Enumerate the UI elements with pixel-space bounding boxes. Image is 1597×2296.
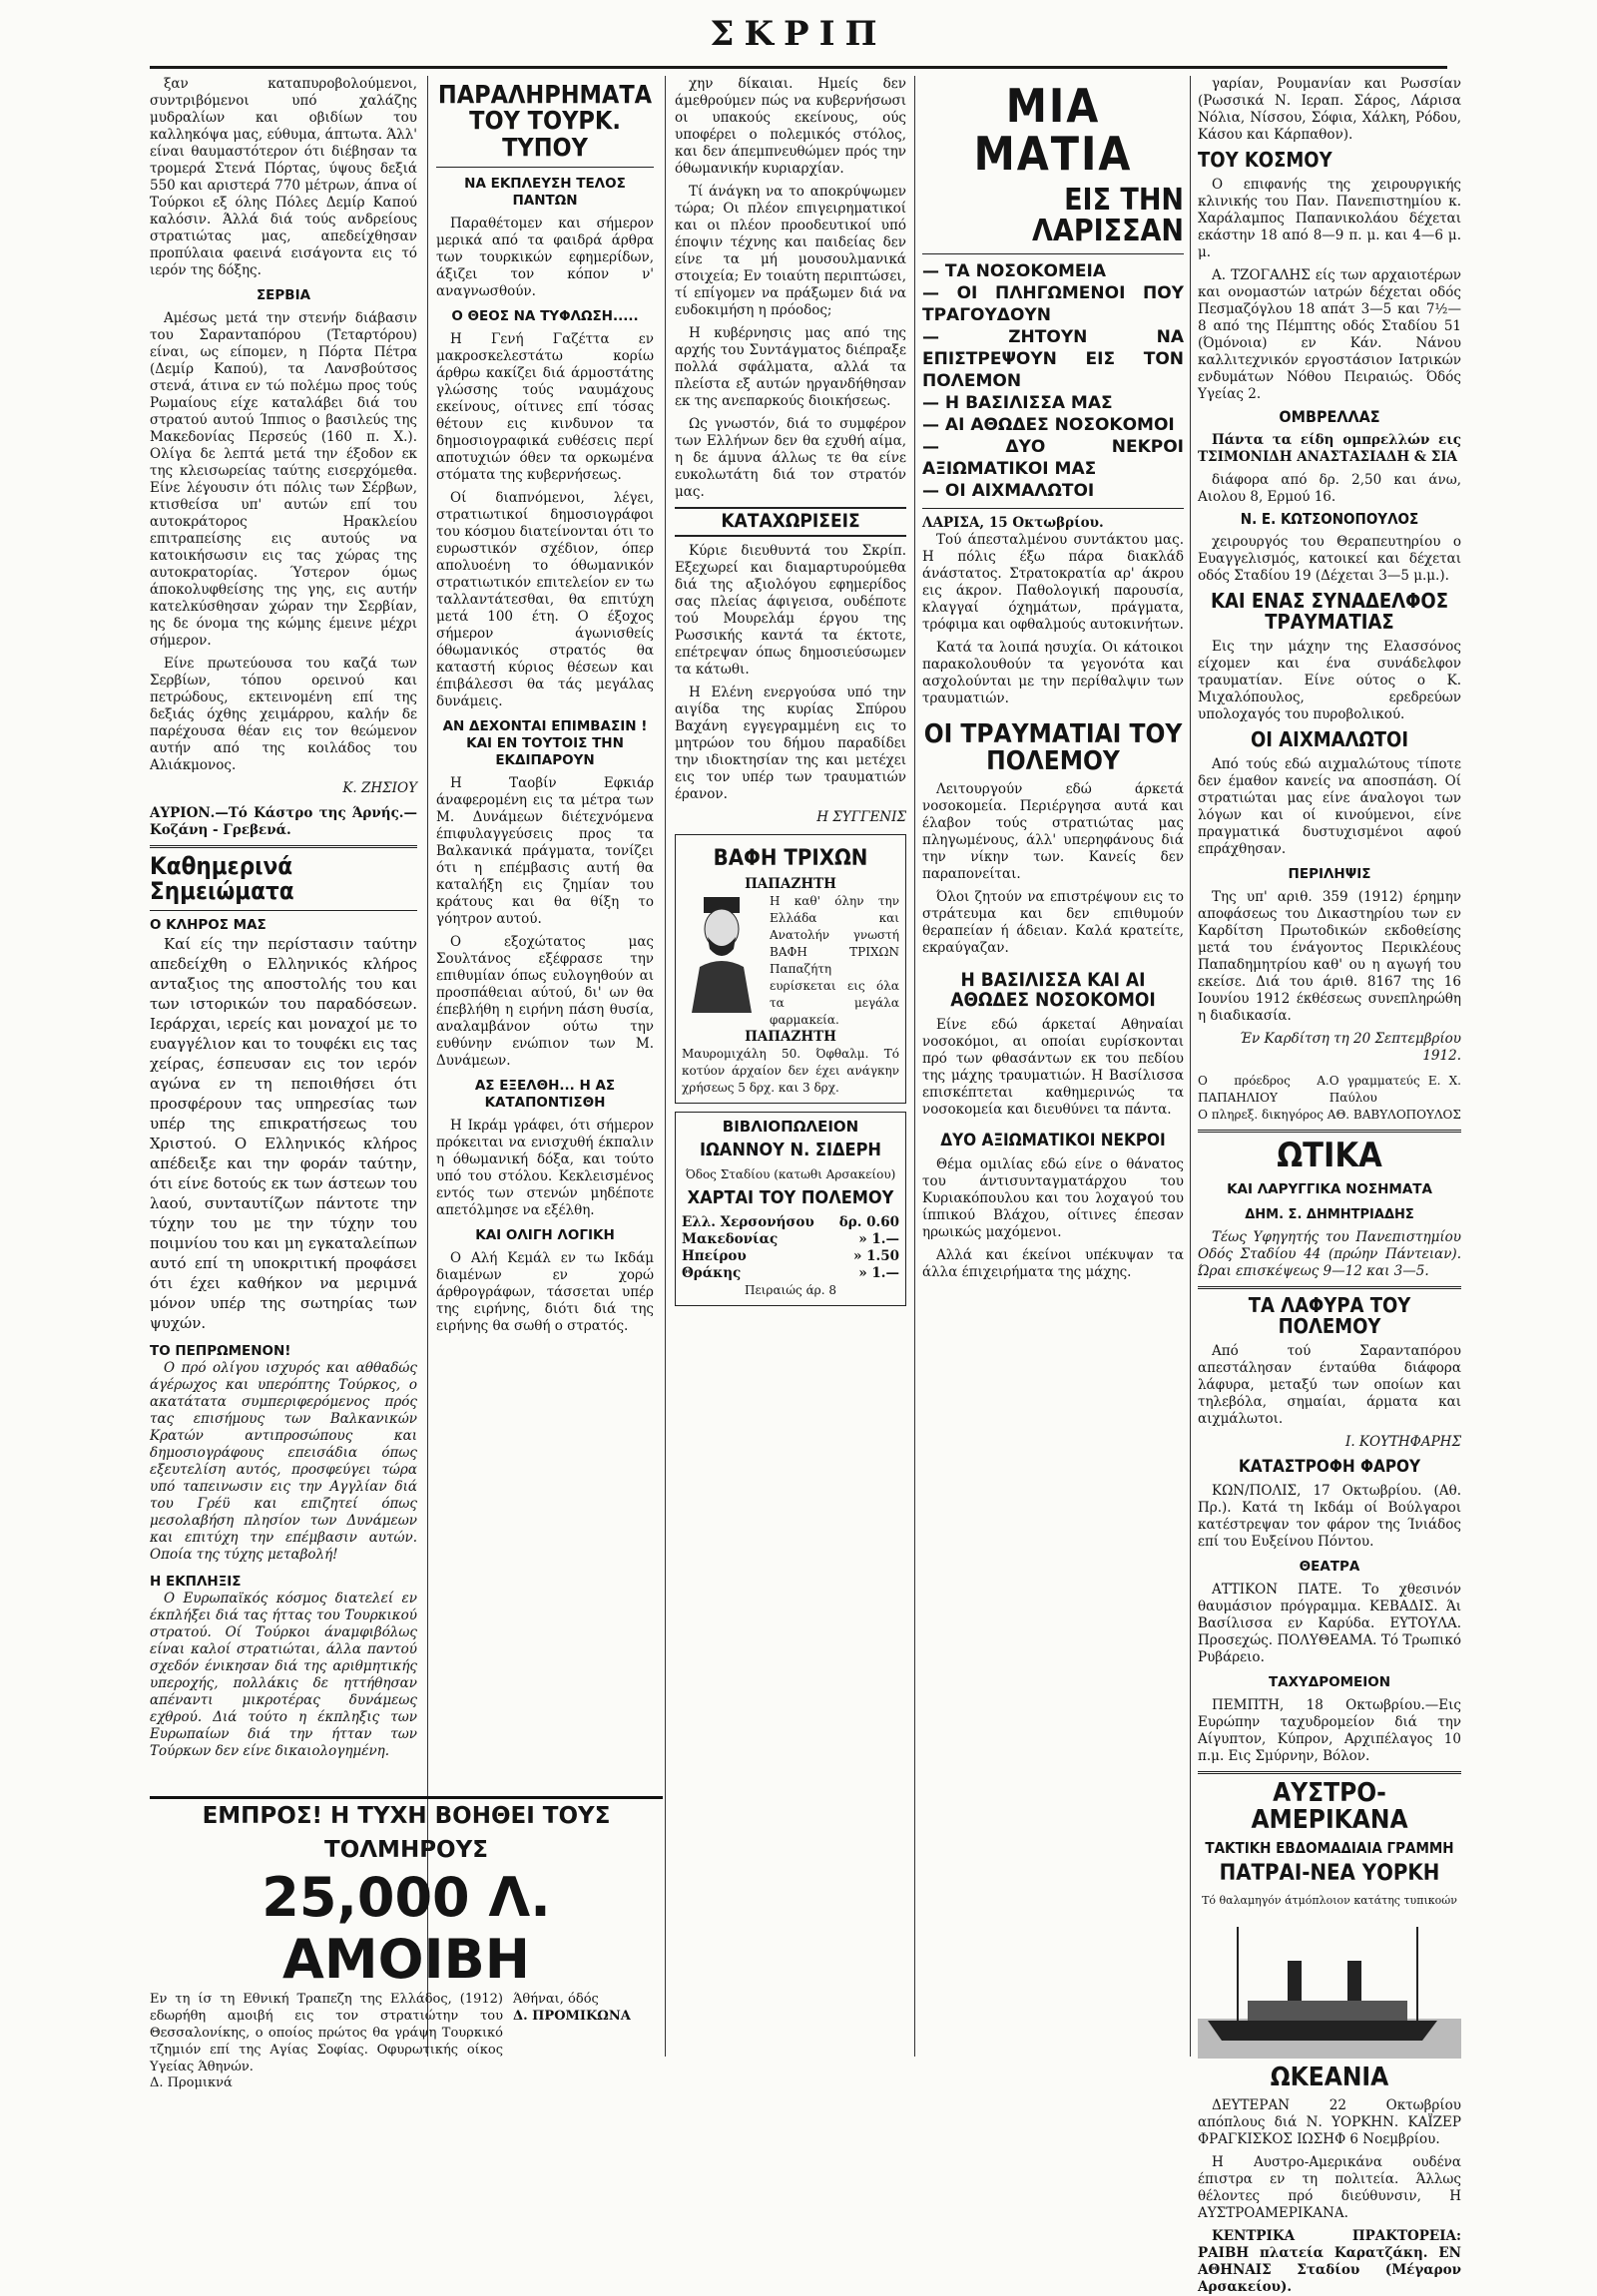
column-4: [922, 76, 1184, 2062]
article-text: Κατά τα λοιπά ησυχία. Οι κάτοικοι παρακολουθούν τα γεγονότα και ασχολούνται με την περίθαλψιν των τραυματιών.: [922, 639, 1184, 706]
headline-bullet: — ΖΗΤΟΥΝ ΝΑ ΕΠΙΣΤΡΕΨΟΥΝ ΕΙΣ ΤΟΝ ΠΟΛΕΜΟΝ: [922, 326, 1184, 392]
article-text: γαρίαν, Ρουμανίαν και Ρωσσίαν (Ρωσσικά Ν. Ιεραπ. Σάρος, Λάρισα Νόλια, Νίσσου, Σόφια, Χάλκη, Ρόδου, Κάσου και Κάρπαθον).: [1198, 76, 1461, 143]
article-heading: ΚΑΙ ΕΝΑΣ ΣΥΝΑΔΕΛΦΟΣ ΤΡΑΥΜΑΤΙΑΣ: [1211, 588, 1448, 634]
article-text: Από τούς εδώ αιχμαλώτους τίποτε δεν έμαθον κανείς να αποσπάση. Οί στρατιώται μας είνε άναλογοι των λόγων και οί κινούμενοι, είνε πραγματικά δυστυχισμένοι αφού επράχθησαν.: [1198, 755, 1461, 857]
article-heading: ΠΑΡΑΛΗΡΗΜΑΤΑ ΤΟΥ ΤΟΥΡΚ. ΤΥΠΟΥ: [437, 80, 653, 162]
article-text: Αμέσως μετά την στενήν διάβασιν του Σαρανταπόρου (Τεταρτόρου) είναι, ως είπομεν, η Πόρτα Πέτρα (Δεμίρ Καπού), τα Λανσβούτσος στενά, άτινα εν τώ πολέμω προς τούς Ρωμαίους είχε καταλάβει διά του στρατού αυτού Ίππιος ο βασιλεύς της Μακεδονίας Περσεύς (160 π. Χ.). Ολίγα δε λεπτά μετά την έξοδον εκ της κλεισωρείας ταύτης εισερχόμεθα. Είνε λέγουσιν ότι πόλις των Σέρβων, κτισθείσα υπ' αυτών επί του αυτοκράτορος Ηρακλείου επιτραπείσης εις αυτούς να κατοικήσωσιν εις τας χώρας της αυτοκρατορίας. Ύστερον όμως άποκολυφθείσης της γης, εις αυτήν κατελκύσθησαν χώραν την Σερβίαν, ης δε όνομα της κώμης έμεινε μέχρι σήμερον.: [150, 310, 417, 649]
column-divider: [427, 76, 428, 2057]
map-price-row: [682, 1265, 899, 1282]
section-heading: ΘΕΑΤΡΑ: [1299, 1559, 1360, 1576]
section-heading: ΤΟΥ ΚΟΣΜΟΥ: [1198, 148, 1332, 172]
banner-text: Εν τη ίσ τη Εθνική Τραπεζη της Ελλάδος, (1912) εδωρήθη αμοιβή εις τον στρατιώτην του Θεσσαλονίκης, ο οποίος πρώτος θα γράψη Τουρκικό τζημιόν επί της Αγίας Σοφίας. Οφυρωτικής οίκος Υγείας Άθηνών.: [150, 1992, 503, 2074]
article-text: Λειτουργούν εδώ άρκετά νοσοκομεία. Περιέργησα αυτά και έλαβον τούς στρατιώτας μας πληγωμένους, άλλ' υπερηφάνους διά την νίκην των. Κανείς δεν παραπονείται.: [922, 781, 1184, 883]
ad-text: ΚΕΝΤΡΙΚΑ ΠΡΑΚΤΟΡΕΙΑ: ΡΑΙΒΗ πλατεία Καρατζάκη. ΕΝ ΑΘΗΝΑΙΣ Σταδίου (Μέγαρον Αρσακείου).: [1198, 2227, 1461, 2295]
ad-subtitle: ΚΑΙ ΛΑΡΥΓΓΙΚΑ ΝΟΣΗΜΑΤΑ: [1227, 1181, 1432, 1198]
article-text: Είνε πρωτεύουσα του καζά των Σερβίων, τόπου ορεινού και πετρώδους, εκτεινομένη επί της δεξιάς όχθης χειμάρρου, καλήν δε παρέχουσα θέαν εις τον θεώμενον αυτήν από της κοιλάδος του Αλιάκμονος.: [150, 656, 417, 773]
notice-signatures: [1198, 1073, 1461, 1107]
portrait-illustration: [682, 893, 762, 1013]
article-text: Τί άνάγκη να το αποκρύψωμεν τώρα; Οι πλέον επιγειρηματικοί και οι πλέον προοδευτικοί υπό έποψιν τέχνης και παιδείας δεν είνε τα μή μουσουλμανικά στοιχεία; Εν τοιαύτη περιπτώσει, τί επίγομεν να πράξωμεν διά να ευδοκιμήση η πρόοδος;: [675, 184, 906, 318]
article-text: Κύριε διευθυντά του Σκρίπ. Εξεχωρεί και διαμαρτυρούμεθα διά της αξιολόγου εφημερίδος σας πλείας άφιγεισα, ουδέποτε τού Μουρελάμ έργου της Ρωσσικής καντά τα έκτοτε, επέτρεψαν όπως δημοσιεύσωμεν τα κάτωθι.: [675, 542, 906, 678]
ad-title: ΩΤΙΚΑ: [1277, 1135, 1382, 1175]
article-text: Ο πρό ολίγου ισχυρός και αθθαδώς άγέρωχος και υπερόπτης Τούρκος, ο ακατάτατα συμπεριφερόμενος πρός τας επισήμους των Βαλκανικών Κρατών αντιπροσώπους και δημοσιογράφους επεισάδια όπως εξευτελίση αυτός, προσφεύγει τώρα υπό ταπεινωσιν εις την Αγγλίαν διά του Γρέϋ και επιζητεί όπως μεσολαβήση πλησίον των Δυνάμεων και επιτύχη την επέμβασιν αυτών. Οποία της τύχης μεταβολή!: [150, 1360, 417, 1564]
article-text: Α. ΤΖΟΓΑΛΗΣ είς των αρχαιοτέρων και ονομαστών ιατρών δέχεται οδός Πεσμαζόγλου 18 απάτ 3—5 και 7½—8 από της Πέμπτης οδός Σταδίου 51 (Όμόνοια) εν Κάν. Νάνου καλλιτεχνικόν εργοστάσιον Ιατρικών ενδυμάτων Νόθου Πειραιώς. Όδός Υγείας 2.: [1198, 267, 1461, 402]
section-heading: ΣΕΡΒΙΑ: [256, 287, 311, 303]
subheading: ΝΑ ΕΚΠΛΕΥΣΗ ΤΕΛΟΣ ΠΑΝΤΩΝ: [464, 175, 626, 209]
map-price: » 1.—: [858, 1230, 899, 1247]
article-text: ΠΕΜΠΤΗ, 18 Οκτωβρίου.—Εις Ευρώπην ταχυδρομείον διά την Αίγυπτον, Κύπρον, Αρχιπέλαγος 10 π.μ. Εις Σμύρνην, Βόλον.: [1198, 1697, 1461, 1765]
ad-subtitle: ΤΑΚΤΙΚΗ ΕΒΔΟΜΑΔΙΑΙΑ ΓΡΑΜΜΗ: [1205, 1838, 1454, 1857]
ad-title: ΒΑΦΗ ΤΡΙΧΩΝ: [713, 845, 868, 871]
article-text: χην δίκαιαι. Ημείς δεν άμεθρούμεν πώς να κυβερνήσωσι οι υπακούς εκείνους, ούς υποφέρει ο πολεμικός στόλος, και δεν άπεμπνευθώμεν πρός την όθωμανικήν κυριαρχίαν.: [675, 76, 906, 177]
article-text: Είνε εδώ άρκεταί Αθηναίαι νοσοκόμοι, αι οποίαι ευρίσκονται πρό των φθασάντων εκ του πεδίου της μάχης τραυματιών. Η Βασίλισσα επισκέπτεται καθημερινώς τα νοσοκομεία και διευθύνει τα πάντα.: [922, 1017, 1184, 1119]
article-text: Η κυβέρνησις μας από της αρχής του Συντάγματος διέπραξε πολλά σφάλματα, αλλά τα πλείστα εξ αυτών ηργανδήθησαν εκ της ανεπαρκούς διοικήσεως.: [675, 325, 906, 409]
steamship-illustration: [1198, 1909, 1461, 2059]
ad-note: Τό θαλαμηγόν άτμόπλοιον κατάτης τυπικοών: [1202, 1893, 1457, 1907]
banner-body: [150, 1991, 663, 2075]
article-headline: ΜΙΑ ΜΑΤΙΑ: [973, 79, 1133, 182]
headline-bullet: — ΔΥΟ ΝΕΚΡΟΙ ΑΞΙΩΜΑΤΙΚΟΙ ΜΑΣ: [922, 436, 1184, 480]
column-divider: [914, 76, 915, 2057]
article-text: Ως γνωστόν, διά το συμφέρον των Ελλήνων δεν θα εχυθή αίμα, η δε άμυνα άλλως τε θα είνε ευκολωτάτη διά τον στρατόν μας.: [675, 416, 906, 500]
ad-heading: ΟΜΒΡΕΛΛΑΣ: [1279, 407, 1380, 426]
article-text: Όλοι ζητούν να επιστρέψουν εις το στράτευμα και δεν επιθυμούν θεραπείαν ή άδειαν. Καλά κρατείτε, εκραύγαζαν.: [922, 889, 1184, 957]
map-price-row: [682, 1214, 899, 1231]
article-heading: Η ΒΑΣΙΛΙΣΣΑ ΚΑΙ ΑΙ ΑΘΩΔΕΣ ΝΟΣΟΚΟΜΟΙ: [950, 969, 1156, 1012]
ad-heading: Ν. Ε. ΚΩΤΣΟΝΟΠΟΥΛΟΣ: [1240, 509, 1419, 528]
headline-bullet: — ΟΙ ΑΙΧΜΑΛΩΤΟΙ: [922, 480, 1184, 502]
article-text: ΚΩΝ/ΠΟΛΙΣ, 17 Οκτωβρίου. (Αθ. Πρ.). Κατά τη Ικδάμ οί Βούλγαροι κατέστρεψαν τον φάρον της Ίνιάδος επί του Ευξείνου Πόντου.: [1198, 1483, 1461, 1551]
notice-signature: Ο πρόεδρος Α. ΠΑΠΑΗΛΙΟΥ: [1198, 1073, 1330, 1105]
subheading: ΚΑΙ ΟΛΙΓΗ ΛΟΓΙΚΗ: [475, 1226, 615, 1243]
ad-text: ΔΕΥΤΕΡΑΝ 22 Οκτωβρίου απόπλους διά Ν. ΥΟΡΚΗΝ. ΚΑΪΖΕΡ ΦΡΑΓΚΙΣΚΟΣ ΙΩΣΗΦ 6 Νοεμβρίου.: [1198, 2096, 1461, 2147]
hair-dye-ad: [675, 834, 906, 1104]
article-heading: ΟΙ ΤΡΑΥΜΑΤΙΑΙ ΤΟΥ ΠΟΛΕΜΟΥ: [923, 718, 1183, 776]
section-heading: ΤΑΧΥΔΡΟΜΕΙΟΝ: [1268, 1674, 1391, 1691]
article-text: Από τού Σαρανταπόρου απεστάλησαν ένταύθα διάφορα λάφυρα, μεταξύ των οποίων και τηλεβόλα, σημαίαι, άρματα και αιχμάλωτοι.: [1198, 1343, 1461, 1428]
divider: [1198, 1286, 1461, 1289]
divider: [150, 845, 417, 848]
map-name: Μακεδονίας: [682, 1230, 779, 1247]
ad-maps-title: ΧΑΡΤΑΙ ΤΟΥ ΠΟΛΕΜΟΥ: [687, 1186, 894, 1208]
headline-bullets: [922, 260, 1184, 502]
article-heading: ΔΥΟ ΑΞΙΩΜΑΤΙΚΟΙ ΝΕΚΡΟΙ: [940, 1131, 1166, 1151]
article-headline-sub: ΕΙΣ ΤΗΝ ΛΑΡΙΣΣΑΝ: [1032, 182, 1184, 249]
article-text: Τού άπεσταλμένου συντάκτου μας. Η πόλις έξω πάρα διακλάδ άνάστατος. Στρατοκρατία αρ' άκρου εις άκρον. Παθολογική παρουσία, κλαγγαί όχημάτων, πράγματα, τρόφιμα και οφθαλμούς αυτοκινήτων.: [922, 531, 1184, 633]
map-price: » 1.50: [852, 1247, 899, 1264]
signature: Η ΣΥΓΓΕΝΙΣ: [816, 808, 906, 825]
article-text: ξαν καταπυροβολούμενοι, συντριβόμενοι υπό χαλάζης μυδραλίων και οβιδίων του καλληκόψα μας, εύθυμα, άπτωτα. Άλλ' είναι θαυμαστότερον ότι διέβησαν τα τρομερά Στενά Πόρτας, ύψους δεξιά 550 και αριστερά 770 μέτρων, άπνα οί Τούρκοι εξ όλης Πόλες Δεμίρ Καπού καλόσιν. Άλλά διά τούς ανδρείους στρατιώτας μας, απεδείχθησαν προπύλαια φαεινά εισάγοντα εις τό ιερόν της δόξης.: [150, 76, 417, 278]
ad-title: ΒΙΒΛΙΟΠΩΛΕΙΟΝ: [722, 1118, 859, 1137]
article-text: Καί είς την περίστασιν ταύτην απεδείχθη ο Ελληνικός κλήρος ανταξιος της αποστολής του και των ιστορικών του παραδόσεων. Ιεράρχαι, ιερείς και μοναχοί με το ευαγγέλιον και το τουφέκι εις τας χείρας, έσπευσαν εις τον ιερόν αγώνα εν τη πεποιθήσει ότι προσφέρουν τας υπηρεσίας των υπέρ της επικρατήσεως του Χριστού. Ο Ελληνικός κλήρος απέδειξε και την φοράν ταύτην, ότι είνε δοτούς εκ των άστεων του λαού, συνταυτίζων πάντοτε την τύχην του με την τύχην του ποιμνίου του και μη εγκαταλείπων αυτό επί τη υποκριτική προφάσει ότι έχει καθήκον να μεριμνά μόνον υπέρ της σωτηρίας των ψυχών.: [150, 935, 417, 1333]
banner-side: [513, 1991, 663, 2075]
ad-text: Η Αυστρο-Αμερικάνα ουδένα έπιστρα εν τη πολιτεία. Άλλως θέλοντες πρό διεύθυνσιν, Η ΑΥΣΤΡΟΑΜΕΡΙΚΑΝΑ.: [1198, 2153, 1461, 2221]
tomorrow-note: ΑΥΡΙΟΝ.—Τό Κάστρο της Άρνής.— Κοζάνη - Γρεβενά.: [150, 805, 417, 838]
signature: Ι. ΚΟΥΤΗΦΑΡΗΣ: [1345, 1434, 1461, 1451]
divider: [1198, 1771, 1461, 1774]
map-price-row: [682, 1248, 899, 1265]
ad-text: Η καθ' όλην την Ελλάδα και Ανατολήν γνωστή ΒΑΦΗ ΤΡΙΧΩΝ Παπαζήτη ευρίσκεται εις όλα τα μεγάλα φαρμακεία.: [770, 894, 899, 1028]
divider: [922, 508, 1184, 509]
masthead-rule: [150, 66, 1447, 69]
banner-ad: Δ. ΠΡΟΜΙΚΩΝΑ: [513, 2009, 631, 2024]
signature: Κ. ΖΗΣΙΟΥ: [342, 780, 417, 796]
article-heading: ΚΑΤΑΣΤΡΟΦΗ ΦΑΡΟΥ: [1238, 1457, 1421, 1478]
ad-address: Μαυρομιχάλη 50. Όφθαλμ. Τό κοτύον άρχαίον δεν έχει ανάγκην χρήσεως 5 δρχ. και 3 δρχ.: [682, 1047, 899, 1096]
column-heading: Καθημερινά Σημειώματα: [150, 852, 294, 906]
divider: [922, 253, 1184, 254]
article-text: Η Ικράμ γράφει, ότι σήμερον πρόκειται να ενισχυθή έκπαλιν η όθωμανική δόξα, και τούτο υπό του στόλου. Κεκλεισμένος εντός των στενών μηδέποτε απετόλμησε να εξέλθη.: [436, 1117, 654, 1218]
article-text: Ο επιφανής της χειρουργικής κλινικής του Παν. Πανεπιστημίου κ. Χαράλαμπος Παπανικολάου δέχεται εκάστην 18 από 8—9 π. μ. και 4—6 μ. μ.: [1198, 177, 1461, 260]
notice-heading: ΠΕΡΙΛΗΨΙΣ: [1288, 865, 1371, 882]
divider: [1198, 1130, 1461, 1133]
column-divider: [1190, 76, 1191, 2057]
article-text: ΑΤΤΙΚΟΝ ΠΑΤΕ. Το χθεσινόν θαυμάσιον πρόγραμμα. ΚΕΒΑΔΙΣ. Άι Βασίλισσα εν Καρύδα. ΕΥΤΟΥΛΑ. Προσεχώς. ΠΟΛΥΘΕΑΜΑ. Τό Τρωπικό Ρυβάρειο.: [1198, 1582, 1461, 1666]
ad-text: διάφορα από δρ. 2,50 και άνω, Αιολου 8, Ερμού 16.: [1198, 471, 1461, 505]
article-text: Ο εξοχώτατος μας Σουλτάνος εξέφρασε την επιθυμίαν όπως ευλογηθούν αι προσπάθειαι αύτού, δι' ων θα έπεβλήθη η ειρήνη πάση θυσία, αναλαμβάνον ούτω την ευθύνην ενώπιον των Μ. Δυνάμεων.: [436, 933, 654, 1069]
section-heading: ΚΑΤΑΧΩΡΙΣΕΙΣ: [675, 507, 906, 537]
article-text: Οί διαπνόμενοι, λέγει, στρατιωτικοί δημοσιογράφοι του κόσμου διατείνονται ότι το ευρωστικόν σχέδιον, όπερ απολυοένη το όθωμανικόν στρατιωτικόν επιτελείον εν τω ταλλαντάτεσθαι, θα επιτύχη μετά 100 έτη. Ο έξοχος σήμερον άγωνισθείς όθωμανικός στρατός θα καταστή κύριος θέσεων και έπιβάλεσσι θα τάς μεγάλας δυνάμεις.: [436, 489, 654, 709]
notice-signature: Ο γραμματεύς Ε. Χ. Παύλου: [1329, 1073, 1461, 1105]
column-5: [1198, 76, 1461, 2295]
article-heading: Η ΕΚΠΛΗΞΙΣ: [150, 1574, 242, 1591]
article-text: Ο Αλή Κεμάλ εν τω Ικδάμ διαμένων εν χορώ άρθρογράφων, τάσσεται υπέρ της ειρήνης, διότι διά της ειρήνης θα σωθή ο στρατός.: [436, 1249, 654, 1334]
article-heading: Ο ΚΛΗΡΟΣ ΜΑΣ: [150, 917, 266, 934]
headline-bullet: — ΤΑ ΝΟΣΟΚΟΜΕΙΑ: [922, 260, 1184, 282]
ad-title: ΑΥΣΤΡΟ-ΑΜΕΡΙΚΑΝΑ: [1251, 1778, 1408, 1836]
ad-name: ΠΑΠΑΖΗΤΗ: [745, 1029, 836, 1046]
ad-subtitle: ΠΑΠΑΖΗΤΗ: [745, 876, 836, 893]
divider: [436, 167, 654, 168]
masthead: ΣΚΡΙΠ: [710, 14, 887, 54]
headline-bullet: — ΟΙ ΠΛΗΓΩΜΕΝΟΙ ΠΟΥ ΤΡΑΓΟΥΔΟΥΝ: [922, 282, 1184, 326]
article-text: Ο Ευρωπαϊκός κόσμος διατελεί εν έκπλήξει διά τας ήττας του Τουρκικού στρατού. Οί Τούρκοι άναμφιβόλως είναι καλοί στρατιώται, άλλα παντού σχεδόν ένικησαν διά της αριθμητικής υπεροχής, πολλάκις δε ηττήθησαν απέναντι μικροτέρας δυνάμεως εχθρού. Διά τούτο η έκπληξις των Ευρωπαίων διά την ήτταν των Τούρκων δεν είνε δικαιολογημένη.: [150, 1591, 417, 1760]
article-text: Η Ταοβίν Εφκιάρ άναφερομένη εις τα μέτρα των Μ. Δυνάμεων διέτεχνόμενα έπιφυλαγγεύσεις προς τα Βαλκανικά πράγματα, τονίζει ότι η επέμβασις αυτή θα καταλήξη εις ζημίαν του κράτους και θα θίξη το γόητρον αυτού.: [436, 774, 654, 927]
divider: [150, 910, 417, 911]
headline-bullet: — ΑΙ ΑΘΩΔΕΣ ΝΟΣΟΚΟΜΟΙ: [922, 414, 1184, 436]
ad-text: Πάντα τα είδη ομπρελλών εις ΤΣΙΜΟΝΙΔΗ ΑΝΑΣΤΑΣΙΑΔΗ & ΣΙΑ: [1198, 431, 1461, 465]
map-price-row: [682, 1231, 899, 1248]
banner-footer: Δ. Προμικνά: [150, 2075, 233, 2090]
notice-text: Της υπ' αριθ. 359 (1912) έρημην αποφάσεως του Δικαστηρίου των εν Καρδίτση Πρωτοδικών εκδοθείσης μετά του ένάγοντος Περικλέους Παπαδημητρίου καθ' ου η αγωγή του εκείσε. Διά του άριθ. 8167 της 16 Ιουνίου 1912 έκθέσεως συνεπληρώθη η διαδικασία.: [1198, 888, 1461, 1024]
column-3: [675, 76, 906, 2062]
article-text: Η Ελένη ενεργούσα υπό την αιγίδα της κυρίας Σπύρου Βαχάνη εγγεγραμμένη εις το μητρώον του δήμου παραδίδει την ιδιοκτησίαν της και μετέχει εις τον υπέρ των τραυματιών έρανον.: [675, 684, 906, 802]
ad-name: ΙΩΑΝΝΟΥ Ν. ΣΙΔΕΡΗ: [700, 1140, 881, 1161]
article-text: Εις την μάχην της Ελασσόνος είχομεν και ένα συνάδελφον τραυματίαν. Είνε ούτος ο Κ. Μιχαλόπουλος, ερεδρεύων υπολοχαγός του πυροβολικού.: [1198, 638, 1461, 722]
notice-date: Έν Καρδίτση τη 20 Σεπτεμβρίου 1912.: [1239, 1030, 1461, 1064]
map-price: δρ. 0.60: [838, 1213, 899, 1230]
article-text: Η Γενή Γαζέττα εν μακροσκελεστάτω κορίω άρθρω κακίζει διά άρμοστάτης γλώσσης τούς ναυμάχους εκείνους, οίτινες επί τόσας θέτουν εις κινδυνον τα δημοσιογραφικά ευθέσεις περί αποτυχιών όθεν τα ορκωμένα στόματα της κυβερνήσεως.: [436, 330, 654, 483]
map-price-list: [682, 1214, 899, 1282]
ship-name: ΩΚΕΑΝΙΑ: [1270, 2062, 1389, 2092]
ad-doctor: ΔΗΜ. Σ. ΔΗΜΗΤΡΙΑΔΗΣ: [1245, 1207, 1414, 1223]
article-heading: ΤΟ ΠΕΠΡΩΜΕΝΟΝ!: [150, 1343, 291, 1360]
ad-text: Τέως Υφηγητής του Πανεπιστημίου Οδός Σταδίου 44 (πρώην Πάντειαν). Ώραι επισκέψεως 9—12 και 3—5.: [1198, 1229, 1461, 1280]
banner-line: ΕΜΠΡΟΣ! Η ΤΥΧΗ ΒΟΗΘΕΙ ΤΟΥΣ ΤΟΛΜΗΡΟΥΣ: [150, 1796, 663, 1867]
map-name: Ελλ. Χερσονήσου: [682, 1213, 814, 1230]
article-text: Παραθέτομεν και σήμερον μερικά από τα φαιδρά άρθρα των τουρκικών εφημερίδων, άξιζει τον κόπον ν' αναγνωσθούν.: [436, 215, 654, 299]
article-text: Θέμα ομιλίας εδώ είνε ο θάνατος του άντισυνταγματάρχου του Κυριακόπουλου και του λοχαγού του ίππικού Βλάχου, οίτινες έπεσαν ηρωικώς μαχόμενοι.: [922, 1155, 1184, 1240]
ad-route: ΠΑΤΡΑΙ-ΝΕΑ ΥΟΡΚΗ: [1219, 1861, 1440, 1887]
article-heading: ΤΑ ΛΑΦΥΡΑ ΤΟΥ ΠΟΛΕΜΟΥ: [1248, 1293, 1411, 1339]
column-divider: [665, 76, 666, 2057]
subheading: ΑΝ ΔΕΧΟΝΤΑΙ ΕΠΙΜΒΑΣΙΝ ! ΚΑΙ ΕΝ ΤΟΥΤΟΙΣ ΤΗΝ ΕΚΔΙΠΑΡΟΥΝ: [442, 717, 648, 768]
notice-clerk: Ο πληρεξ. δικηγόρος ΑΘ. ΒΑΒΥΛΟΠΟΥΛΟΣ: [1198, 1107, 1461, 1122]
map-price: » 1.—: [858, 1264, 899, 1281]
ad-address: Όδος Σταδίου (κατωθι Αρσακείου): [685, 1166, 896, 1181]
article-text: Αλλά και έκείνοι υπέκυψαν τα άλλα έπιχειρήματα της μάχης.: [922, 1246, 1184, 1280]
map-name: Ηπείρου: [682, 1247, 747, 1264]
column-1: [150, 76, 417, 2062]
banner-amount: 25,000 Λ. ΑΜΟΙΒΗ: [262, 1866, 551, 1991]
banner-text-right: Άθήναι, όδός: [513, 1992, 599, 2007]
article-heading: ΟΙ ΑΙΧΜΑΛΩΤΟΙ: [1250, 726, 1409, 751]
ad-tail: Πειραιώς άρ. 8: [745, 1282, 836, 1297]
dateline: ΛΑΡΙΣΑ, 15 Οκτωβρίου.: [922, 514, 1104, 531]
reward-banner: [150, 1796, 663, 2090]
headline-bullet: — Η ΒΑΣΙΛΙΣΣΑ ΜΑΣ: [922, 392, 1184, 414]
subheading: ΑΣ ΕΞΕΛΘΗ... Η ΑΣ ΚΑΤΑΠΟΝΤΙΣΘΗ: [474, 1077, 616, 1111]
map-name: Θράκης: [682, 1264, 742, 1281]
ad-text: χειρουργός του Θεραπευτηρίου ο Ευαγγελισμός, κατοικεί και δέχεται οδός Σταδίου 19 (Δέχεται 3—5 μ.μ.).: [1198, 533, 1461, 584]
subheading: Ο ΘΕΟΣ ΝΑ ΤΥΦΛΩΣΗ.....: [451, 307, 639, 324]
bookshop-ad: [675, 1112, 906, 1306]
column-2: [436, 76, 654, 1787]
